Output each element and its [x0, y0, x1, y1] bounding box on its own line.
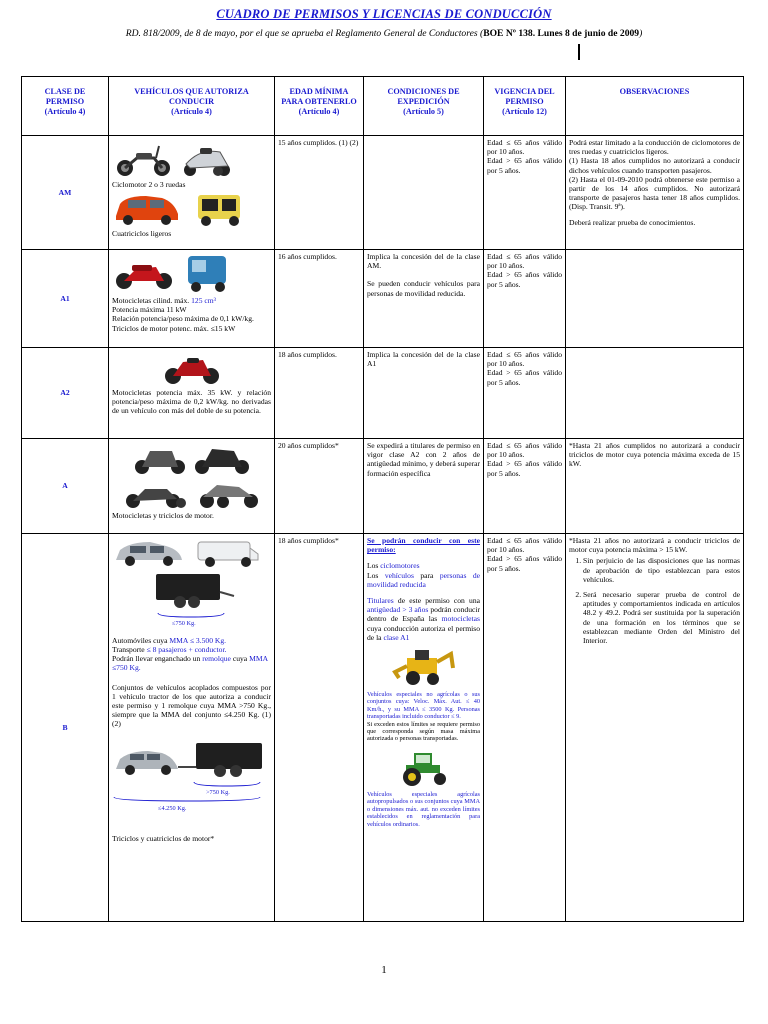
clase-a2: A2: [22, 348, 109, 439]
cond-b-mopeds: Los ciclomotores: [367, 561, 420, 571]
car-with-trailer-image: [112, 739, 268, 779]
cond-b-a1-motorcycles: Titulares de este permiso con una antigüedad > 3 años podrán conducir dentro de España las motocicletas cuya conducción autoriza el permiso de la clase A1: [367, 596, 481, 642]
vigencia-a2: Edad ≤ 65 años válido por 10 años. Edad > 65 años válido por 5 años.: [484, 348, 566, 439]
vigencia-a: Edad ≤ 65 años válido por 10 años. Edad > 65 años válido por 5 años.: [484, 439, 566, 534]
caption-a1-ratio: Relación potencia/peso máxima de 0,1 kW/kg.: [112, 314, 254, 324]
col-header-observaciones: OBSERVACIONES: [566, 77, 744, 136]
caption-moped: Ciclomotor 2 o 3 ruedas: [112, 180, 186, 189]
vigencia-am: Edad ≤ 65 años válido por 10 años. Edad > 65 años válido por 5 años.: [484, 136, 566, 250]
mass-label-750-max: ≤750 Kg.: [156, 612, 271, 628]
col-header-vehiculos: VEHÍCULOS QUE AUTORIZA CONDUCIR (Artículo 4): [109, 77, 275, 136]
row-b: [22, 534, 744, 922]
caption-a2: Motocicletas potencia máx. 35 kW. y relación potencia/peso máxima de 0,2 kW/kg. no derivadas de un vehículo con más del doble de su potencia.: [112, 388, 271, 416]
motorcycle-sport-image: [161, 352, 223, 386]
vehiculos-a1: [109, 250, 275, 348]
cond-b-heading: Se podrán conducir con este permiso:: [367, 536, 480, 555]
touring-motorcycles-image: [132, 443, 252, 477]
document-subtitle: [0, 28, 768, 39]
col-header-condiciones: CONDICIONES DE EXPEDICIÓN (Artículo 5): [364, 77, 484, 136]
clase-a1: A1: [22, 250, 109, 348]
edad-a1: 16 años cumplidos.: [275, 250, 364, 348]
subtitle-pre: RD. 818/2009, de 8 de mayo, por el que se aprueba el Reglamento General de Conductores (: [125, 28, 484, 39]
condiciones-a2: Implica la concesión del de la clase A1: [364, 348, 484, 439]
row-a: [22, 439, 744, 534]
vehiculos-am: [109, 136, 275, 250]
mass-label-4250: ≤4.250 Kg.: [158, 804, 187, 812]
tractor-image: [396, 747, 452, 787]
caption-a1-cc: Motocicletas cilind. máx. 125 cm³: [112, 296, 216, 305]
obs-b-item-2: 2. Será necesario superar prueba de control de aptitudes y comportamientos indicada en artículos 48.2 y 49.2. Podrá ser sustituida por la superación de una formación en los términos que se establezcan mediante Orden del Ministro del Interior.: [583, 590, 740, 645]
col-header-edad: EDAD MÍNIMA PARA OBTENERLO (Artículo 4): [275, 77, 364, 136]
observaciones-a1: [566, 250, 744, 348]
vigencia-b: Edad ≤ 65 años válido por 10 años. Edad > 65 años válido por 5 años.: [484, 534, 566, 922]
col-header-vigencia: VIGENCIA DEL PERMISO (Artículo 12): [484, 77, 566, 136]
cond-b-reduced-mobility: Los vehículos para personas de movilidad reducida: [367, 570, 480, 589]
obs-b-item-1: 1. Sin perjuicio de las disposiciones que las normas de aprobación de tipo establezcan para estos vehículos.: [583, 556, 740, 584]
motorcycle-red-image: [112, 257, 176, 291]
car-image: [112, 538, 186, 568]
can-am-spyder-image: [195, 479, 261, 509]
vehiculos-a: [109, 439, 275, 534]
observaciones-am: Podrá estar limitado a la conducción de ciclomotores de tres ruedas y cuatriciclos ligeros. (1) Hasta 18 años cumplidos no autorizará a conducir dichos vehículos cuando transporten pasajeros. (2) Hasta el 01-09-2010 podrá obtenerse este permiso a partir de los 14 años cumplidos. No autorizará transporte de pasajeros hasta tener 18 años cumplidos. (Disp. Transit. 9ª). Deberá realizar prueba de conocimientos.: [566, 136, 744, 250]
vehiculos-a2: [109, 348, 275, 439]
backhoe-loader-image: [391, 646, 457, 688]
caption-a1-tricycle: Triciclos de motor potenc. máx. ≤15 kW: [112, 323, 236, 333]
van-image: [192, 538, 262, 568]
cond-b-special-limits: Si exceden estos límites se requiere permiso que corresponda según masa máxima autorizada o personas transportadas.: [367, 720, 480, 743]
moped-image: [112, 140, 174, 178]
obs-b-list: [569, 556, 740, 645]
caption-b-passengers: Transporte ≤ 8 pasajeros + conductor.: [112, 645, 227, 655]
subtitle-post: ): [639, 28, 643, 39]
quadricycle-red-image: [112, 192, 182, 226]
condiciones-b: [364, 534, 484, 922]
obs-b-power: *Hasta 21 años no autorizará a conducir triciclos de motor cuya potencia máxima > 15 kW.: [569, 536, 740, 555]
light-trailer-image: [146, 570, 238, 610]
permits-table: [21, 76, 744, 922]
edad-b: 18 años cumplidos*: [275, 534, 364, 922]
mass-label-750-min: >750 Kg. ≤4.250 Kg.: [112, 781, 271, 813]
caption-quadricycle: Cuatriciclos ligeros: [112, 229, 172, 239]
condiciones-a: Se expedirá a titulares de permiso en vigor clase A2 con 2 años de antigüedad mínimo, y deberá superar formación específica: [364, 439, 484, 534]
clase-a: A: [22, 439, 109, 534]
vigencia-a1: Edad ≤ 65 años válido por 10 años. Edad > 65 años válido por 5 años.: [484, 250, 566, 348]
quadricycle-yellow-image: [188, 191, 248, 227]
clase-am: AM: [22, 136, 109, 250]
table-header-row: [22, 77, 744, 136]
observaciones-a: *Hasta 21 años cumplidos no autorizará a conducir triciclos de motor cuya potencia máxima exceda de 15 kW.: [566, 439, 744, 534]
trike-image: [123, 479, 189, 509]
edad-am: 15 años cumplidos. (1) (2): [275, 136, 364, 250]
col-header-clase: CLASE DE PERMISO (Artículo 4): [22, 77, 109, 136]
condiciones-am: [364, 136, 484, 250]
caption-b-tricycles: Triciclos y cuatriciclos de motor*: [112, 834, 215, 844]
edad-a2: 18 años cumplidos.: [275, 348, 364, 439]
observaciones-a2: [566, 348, 744, 439]
subtitle-boe: BOE Nº 138. Lunes 8 de junio de 2009: [483, 28, 640, 39]
three-wheel-scooter-image: [180, 140, 234, 178]
row-am: [22, 136, 744, 250]
page-number: 1: [381, 964, 387, 976]
tricycle-blue-image: [182, 254, 232, 294]
clase-b: B: [22, 534, 109, 922]
vehiculos-b: [109, 534, 275, 922]
document-title: CUADRO DE PERMISOS Y LICENCIAS DE CONDUCCIÓN: [216, 7, 552, 21]
edad-a: 20 años cumplidos*: [275, 439, 364, 534]
caption-b-mma: Automóviles cuya MMA ≤ 3.500 Kg.: [112, 635, 227, 645]
caption-a: Motocicletas y triciclos de motor.: [112, 511, 214, 520]
caption-a1-power: Potencia máxima 11 kW: [112, 305, 187, 315]
cond-b-agricultural: Vehículos especiales agrícolas autopropulsados o sus conjuntos cuya MMA o dimensiones máx. aut. no exceden límites establecidos en reglamentación para vehículos ordinarios.: [367, 790, 480, 828]
caption-b-combination: Conjuntos de vehículos acoplados compuestos por 1 vehículo tractor de los que autoriza a conducir este permiso y 1 remolque cuya MMA >750 Kg., siempre que la MMA del conjunto ≤4.250 Kg. (1) (2): [112, 682, 271, 729]
row-a1: [22, 250, 744, 348]
observaciones-b: [566, 534, 744, 922]
condiciones-a1: Implica la concesión del de la clase AM. Se pueden conducir vehículos para personas de movilidad reducida.: [364, 250, 484, 348]
text-cursor: [578, 44, 580, 60]
caption-b-trailer: Podrán llevar enganchado un remolque cuya MMA ≤750 Kg.: [112, 654, 268, 673]
cond-b-special-vehicles: Vehículos especiales no agrícolas o sus conjuntos cuya: Veloc. Máx. Aut. ≤ 40 Km/h., y su MMA ≤ 3500 Kg. Personas transportadas incluido conductor ≤ 9.: [367, 691, 480, 721]
row-a2: [22, 348, 744, 439]
